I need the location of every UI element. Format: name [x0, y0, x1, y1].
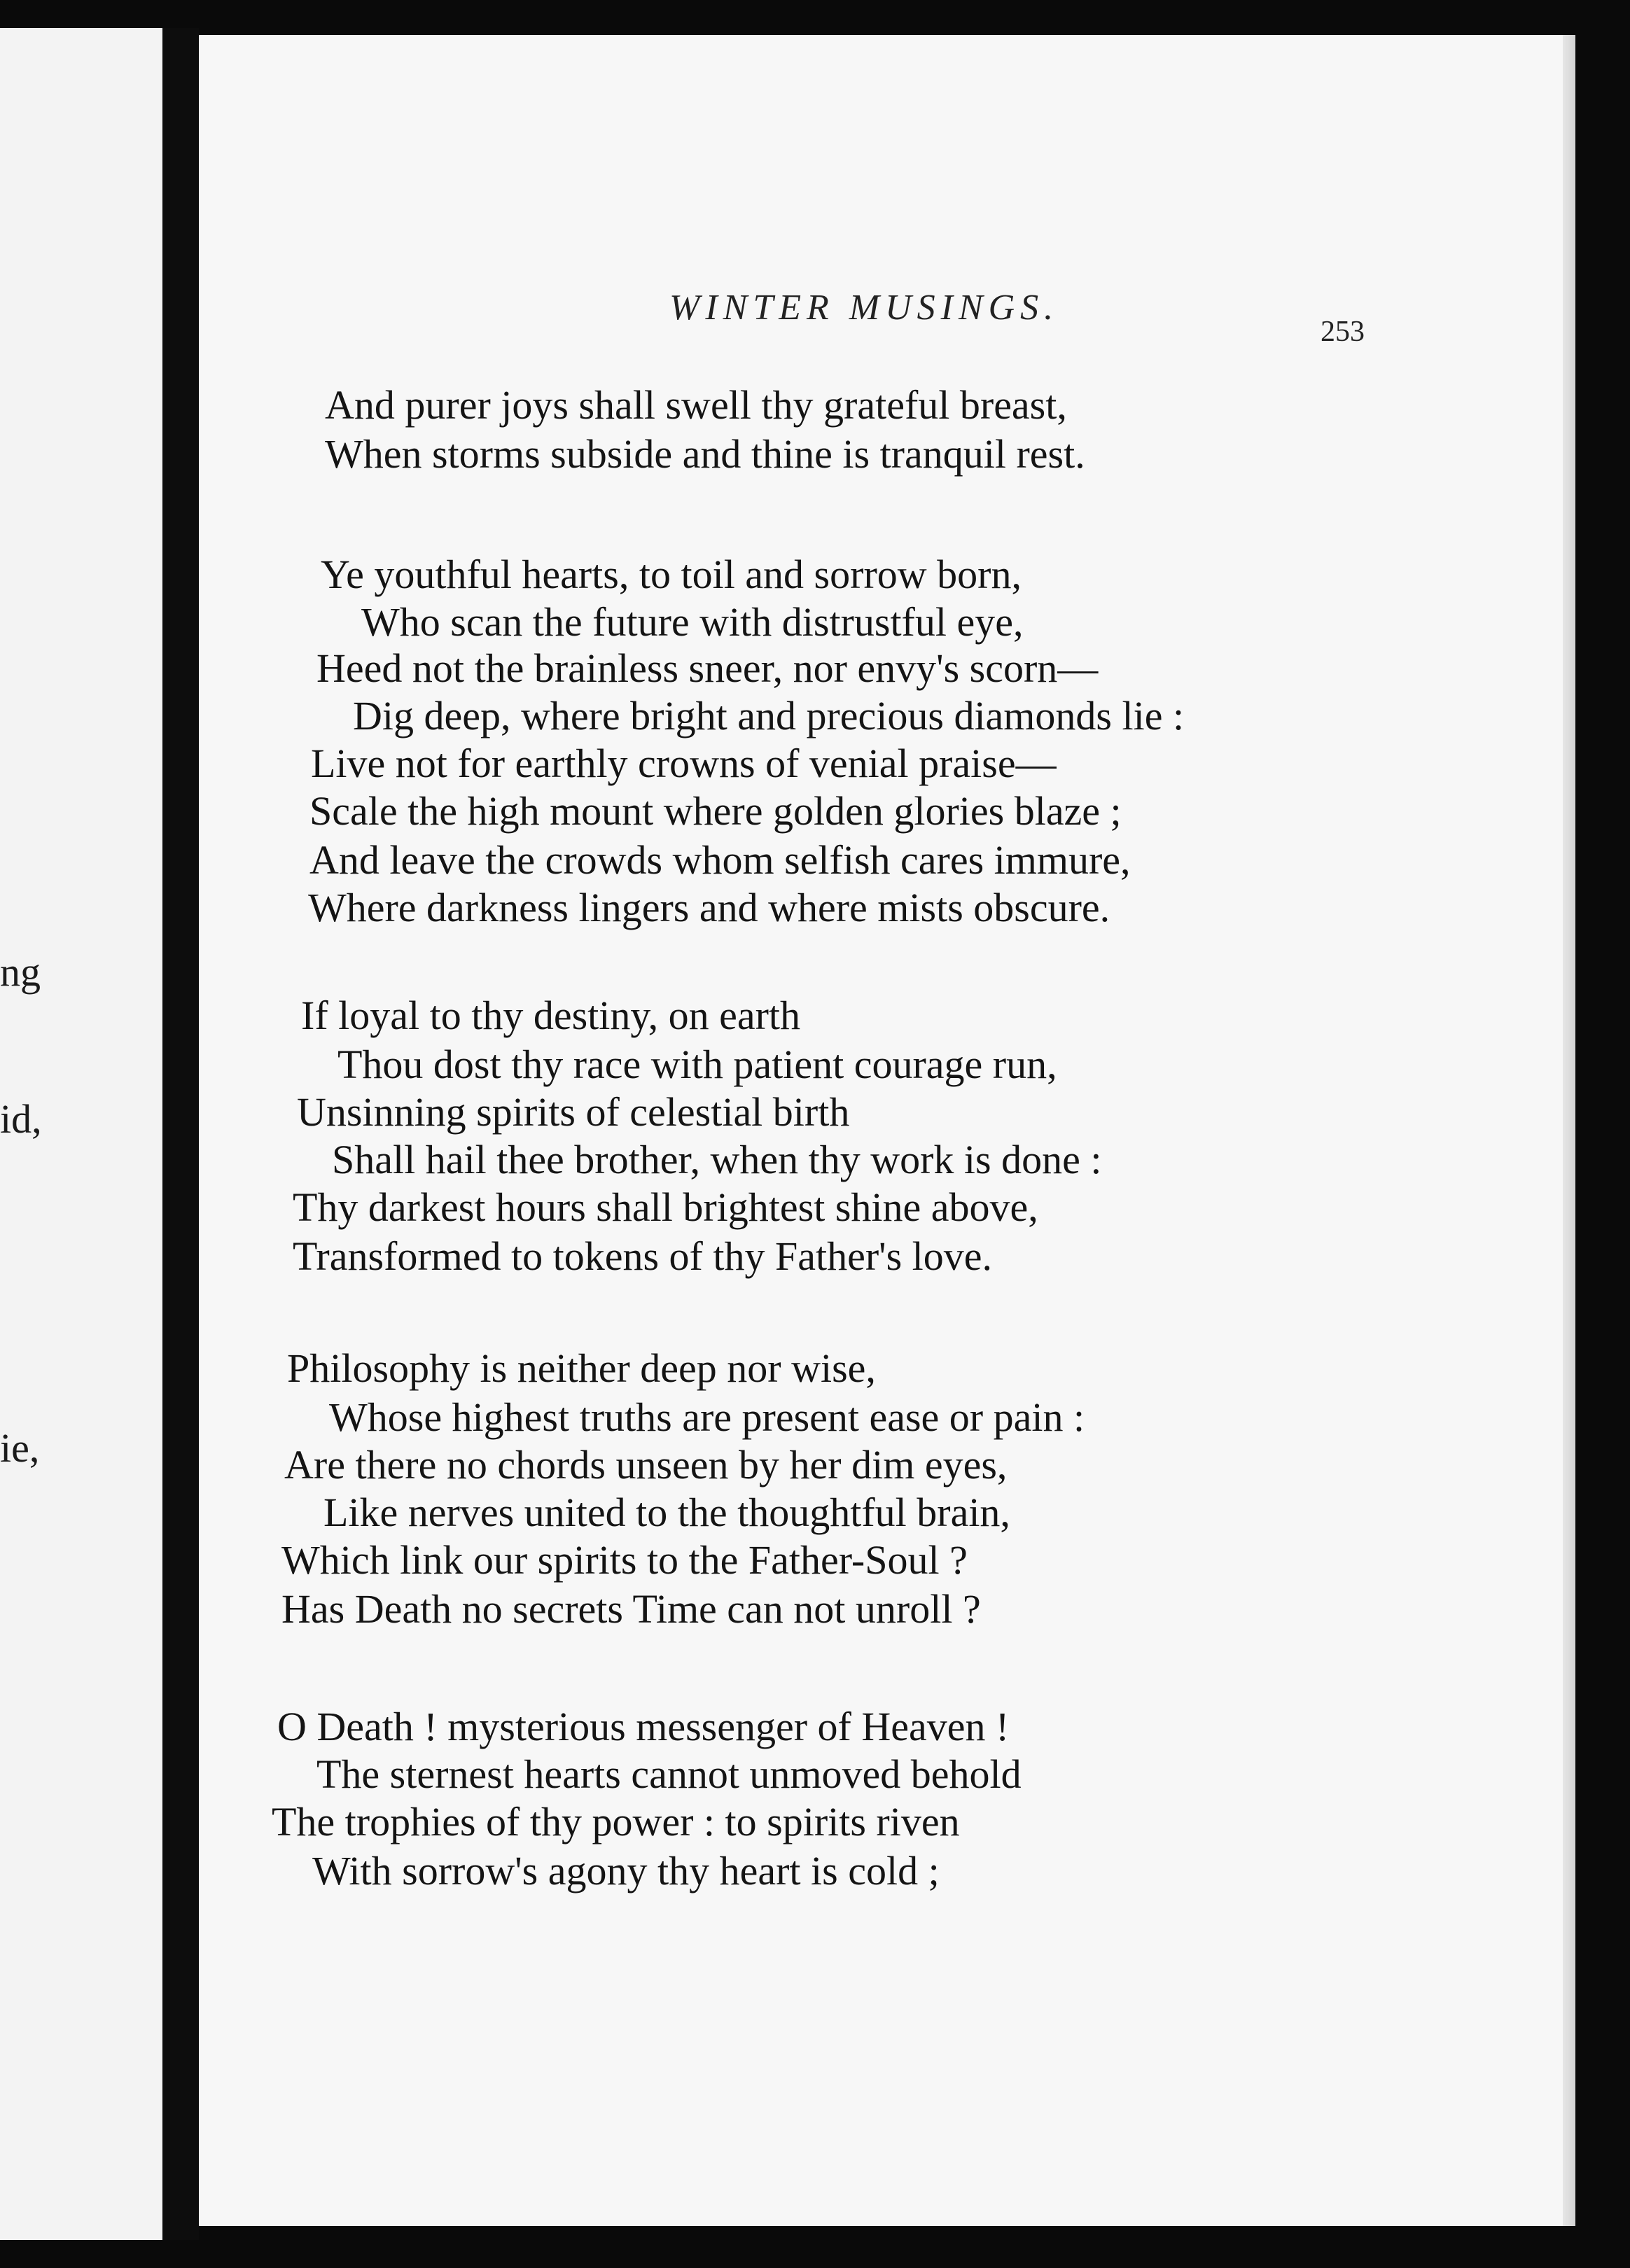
poem-line: Whose highest truths are present ease or pain : [329, 1394, 1085, 1440]
poem-line: Philosophy is neither deep nor wise, [287, 1345, 876, 1391]
page-edge [1563, 35, 1575, 2226]
poem-line: The trophies of thy power : to spirits riven [272, 1799, 960, 1844]
poem-line: Who scan the future with distrustful eye, [361, 599, 1024, 645]
poem-line: Which link our spirits to the Father-Soul ? [281, 1537, 968, 1583]
facing-page-fragment: ng [0, 949, 41, 995]
poem-line: Unsinning spirits of celestial birth [297, 1089, 850, 1135]
poem-line: Like nerves united to the thoughtful brain, [323, 1490, 1010, 1535]
book-gutter [162, 28, 199, 2240]
poem-line: Shall hail thee brother, when thy work is done : [332, 1137, 1102, 1182]
poem-line: Ye youthful hearts, to toil and sorrow born, [321, 552, 1022, 597]
poem-line: Heed not the brainless sneer, nor envy's scorn— [316, 645, 1099, 691]
page-number: 253 [1321, 316, 1365, 348]
poem-line: When storms subside and thine is tranquil rest. [325, 431, 1085, 477]
poem-line: Are there no chords unseen by her dim eyes, [284, 1442, 1008, 1488]
facing-page [0, 28, 162, 2240]
running-head: WINTER MUSINGS. [669, 288, 1059, 328]
facing-page-fragment: ie, [0, 1425, 40, 1471]
poem-line: Scale the high mount where golden glories blaze ; [309, 788, 1122, 834]
poem-line: Transformed to tokens of thy Father's love. [293, 1233, 993, 1279]
book-page [199, 35, 1575, 2226]
poem-line: Has Death no secrets Time can not unroll ? [281, 1586, 981, 1632]
poem-line: Where darkness lingers and where mists obscure. [308, 885, 1110, 930]
poem-line: If loyal to thy destiny, on earth [301, 993, 801, 1038]
poem-line: Thou dost thy race with patient courage run, [337, 1042, 1057, 1087]
poem-line: Dig deep, where bright and precious diamonds lie : [353, 693, 1185, 738]
poem-line: The sternest hearts cannot unmoved behold [316, 1751, 1022, 1797]
poem-line: O Death ! mysterious messenger of Heaven ! [277, 1704, 1010, 1749]
poem-line: Thy darkest hours shall brightest shine above, [293, 1184, 1038, 1230]
facing-page-fragment: id, [0, 1096, 42, 1142]
poem-line: And purer joys shall swell thy grateful breast, [325, 382, 1067, 428]
poem-line: Live not for earthly crowns of venial praise— [311, 741, 1057, 786]
poem-line: And leave the crowds whom selfish cares immure, [309, 837, 1131, 883]
poem-line: With sorrow's agony thy heart is cold ; [312, 1848, 940, 1893]
